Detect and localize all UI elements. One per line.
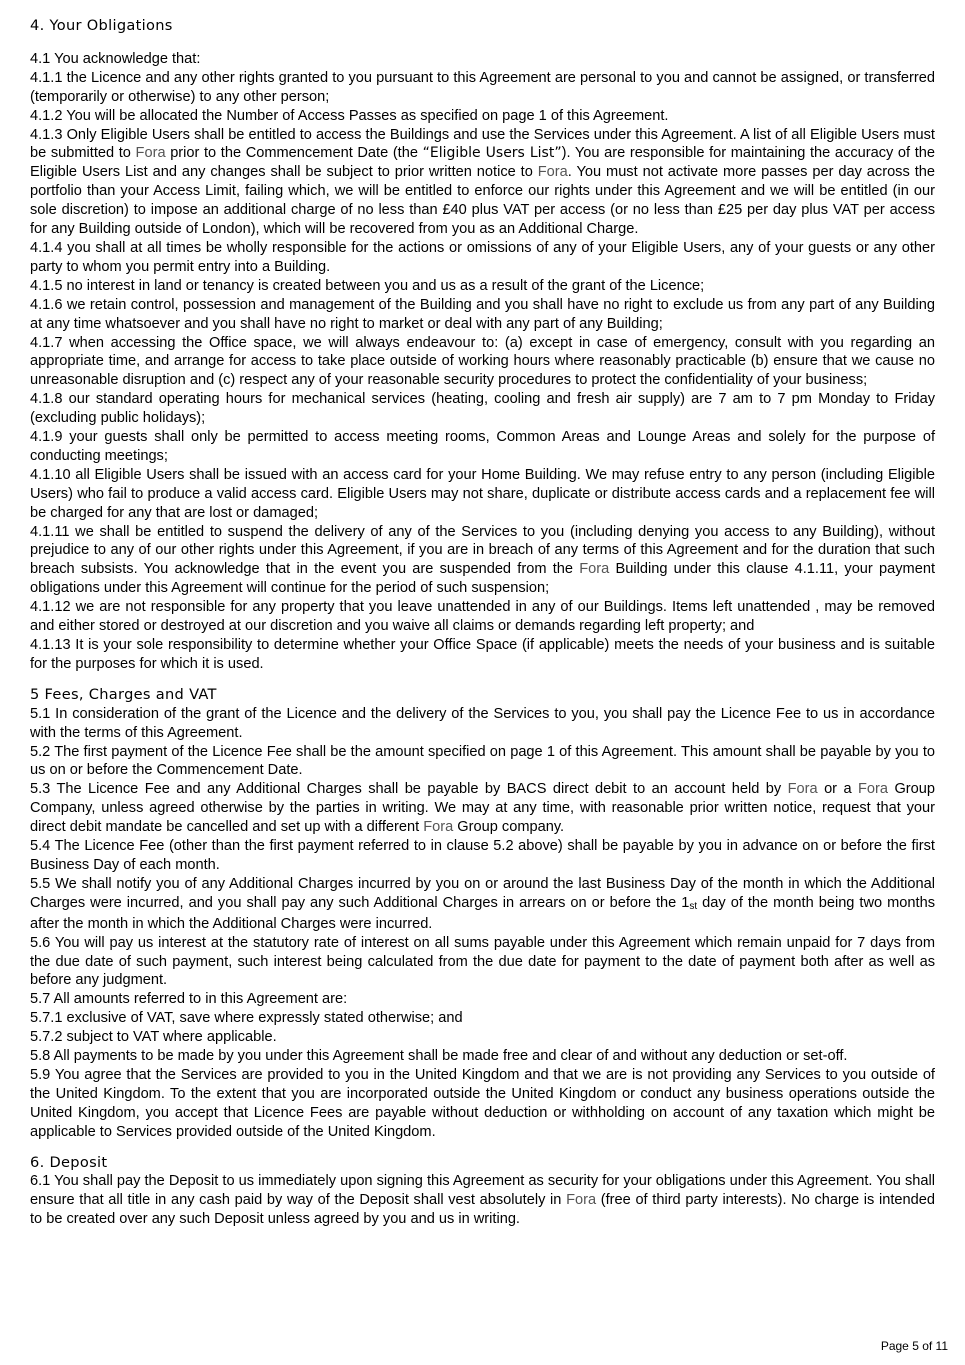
clause-4-1-1: 4.1.1 the Licence and any other rights granted to you pursuant to this Agreement are personal to you and cannot be assigned, or transferred (temporarily or otherwise) to any other person; (30, 69, 935, 105)
brand-name: Fora (566, 1192, 597, 1209)
ordinal-suffix: st (689, 900, 698, 912)
brand-name: Fora (787, 781, 818, 798)
clause-5-9: 5.9 You agree that the Services are provided to you in the United Kingdom and that we are is not providing any Services to you outside of the United Kingdom. To the extent that you are incorporated outside the United Kingdom or conduct any business operations outside the United Kingdom, you accept that Licence Fees are payable without deduction or withholding on account of any taxation which might be applicable to Services provided outside of the United Kingdom. (30, 1066, 935, 1140)
section-4-heading: 4. Your Obligations (30, 17, 173, 34)
clause-4-1-2: 4.1.2 You will be allocated the Number of Access Passes as specified on page 1 of this Agreement. (30, 107, 669, 124)
clause-5-8: 5.8 All payments to be made by you under this Agreement shall be made free and clear of and without any deduction or set-off. (30, 1048, 848, 1065)
document-page (30, 17, 935, 1229)
brand-name: Fora (135, 145, 166, 162)
clause-5-4: 5.4 The Licence Fee (other than the first payment referred to in clause 5.2 above) shall be payable by you in advance on or before the first Business Day of each month. (30, 838, 935, 873)
clause-4-1-8: 4.1.8 our standard operating hours for mechanical services (heating, cooling and fresh air supply) are 7 am to 7 pm Monday to Friday (excluding public holidays); (30, 391, 935, 427)
clause-5-2: 5.2 The first payment of the Licence Fee shall be the amount specified on page 1 of this Agreement. This amount shall be payable by you to us on or before the Commencement Date. (30, 743, 935, 779)
clause-5-7-2: 5.7.2 subject to VAT where applicable. (30, 1029, 277, 1046)
defined-term: “Eligible Users List” (422, 145, 562, 162)
clause-6-1: 6.1 You shall pay the Deposit to us immediately upon signing this Agreement as security for your obligations under this Agreement. You shall ensure that all title in any cash paid by way of the Deposit shall vest absolutely in Fora (free of third party interests). No charge is intended to be created over any such Deposit unless agreed by you and us in writing. (30, 1173, 935, 1228)
clause-5-5: 5.5 We shall notify you of any Additional Charges incurred by you on or around the last Business Day of the month in which the Additional Charges were incurred, and you shall pay any such Additional Charges in arrears on or before the 1st day of the month being two months after the month in which the Additional Charges were incurred. (30, 875, 935, 932)
brand-name: Fora (537, 164, 568, 181)
brand-name: Fora (579, 561, 610, 578)
clause-4-1-9: 4.1.9 your guests shall only be permitted to access meeting rooms, Common Areas and Lounge Areas and solely for the purpose of conducting meetings; (30, 429, 935, 464)
brand-name: Fora (423, 819, 454, 836)
clause-5-3: 5.3 The Licence Fee and any Additional Charges shall be payable by BACS direct debit to an account held by Fora or a Fora Group Company, unless agreed otherwise by the parties in writing. We may at any time, with reasonable prior written notice, request that your direct debit mandate be cancelled and set up with a different Fora Group company. (30, 781, 935, 836)
clause-4-1-3: 4.1.3 Only Eligible Users shall be entitled to access the Buildings and use the Services under this Agreement. A list of all Eligible Users must be submitted to Fora prior to the Commencement Date (the “Eligible Users List”). You are responsible for maintaining the accuracy of the Eligible Users List and any changes shall be subject to prior written notice to Fora. You must not activate more passes per day across the portfolio than your Access Limit, failing which, we will be entitled to enforce our rights under this Agreement and we will be entitled (in our sole discretion) to impose an additional charge of no less than £40 plus VAT per access (or no less than £25 per day plus VAT per access for any Building outside of London), which will be recovered from you as an Additional Charge. (30, 126, 935, 238)
clause-5-7: 5.7 All amounts referred to in this Agreement are: (30, 991, 348, 1008)
clause-5-7-1: 5.7.1 exclusive of VAT, save where expressly stated otherwise; and (30, 1010, 463, 1027)
section-5-heading: 5 Fees, Charges and VAT (30, 685, 217, 703)
section-6-heading: 6. Deposit (30, 1153, 108, 1171)
clause-4-1-12: 4.1.12 we are not responsible for any property that you leave unattended in any of our Buildings. Items left unattended , may be removed and either stored or destroyed at our discretion and you waive all claims or demands regarding left property; and (30, 599, 935, 635)
clause-4-1-7: 4.1.7 when accessing the Office space, we will always endeavour to: (a) except in case of emergency, consult with you regarding an appropriate time, and arrange for access to take place outside of working hours where reasonably practicable (b) ensure that we cause no unreasonable disruption and (c) respect any of your reasonable security procedures to protect the confidentiality of your business; (30, 334, 935, 389)
clause-4-1-11: 4.1.11 we shall be entitled to suspend the delivery of any of the Services to you (including denying you access to any Building), without prejudice to any of our other rights under this Agreement, if you are in breach of any terms of this Agreement and for the duration that such breach subsists. You acknowledge that in the event you are suspended from the Fora Building under this clause 4.1.11, your payment obligations under this Agreement will continue for the period of such suspension; (30, 523, 935, 597)
clause-4-1-6: 4.1.6 we retain control, possession and management of the Building and you shall have no right to exclude us from any part of any Building at any time whatsoever and you shall have no right to market or deal with any part of any Building; (30, 296, 935, 332)
clause-4-1-4: 4.1.4 you shall at all times be wholly responsible for the actions or omissions of any of your Eligible Users, any of your guests or any other party to whom you permit entry into a Building. (30, 239, 935, 275)
brand-name: Fora (858, 781, 889, 798)
clause-4-1-13: 4.1.13 It is your sole responsibility to determine whether your Office Space (if applicable) meets the needs of your business and is suitable for the purposes for which it is used. (30, 637, 935, 672)
clause-4-1-10: 4.1.10 all Eligible Users shall be issued with an access card for your Home Building. We may refuse entry to any person (including Eligible Users) who fail to produce a valid access card. Eligible Users may not share, duplicate or distribute access cards and a replacement fee will be charged for any that are lost or damaged; (30, 466, 935, 521)
page-number: Page 5 of 11 (880, 1339, 948, 1353)
clause-4-1-5: 4.1.5 no interest in land or tenancy is created between you and us as a result of the grant of the Licence; (30, 277, 705, 294)
clause-5-6: 5.6 You will pay us interest at the statutory rate of interest on all sums payable under this Agreement which remain unpaid for 7 days from the due date of such payment, such interest being calculated from the due date for payment to the date of payment both after as well as before any judgment. (30, 934, 935, 989)
clause-4-1: 4.1 You acknowledge that: (30, 50, 201, 67)
clause-5-1: 5.1 In consideration of the grant of the Licence and the delivery of the Services to you, you shall pay the Licence Fee to us in accordance with the terms of this Agreement. (30, 705, 935, 741)
